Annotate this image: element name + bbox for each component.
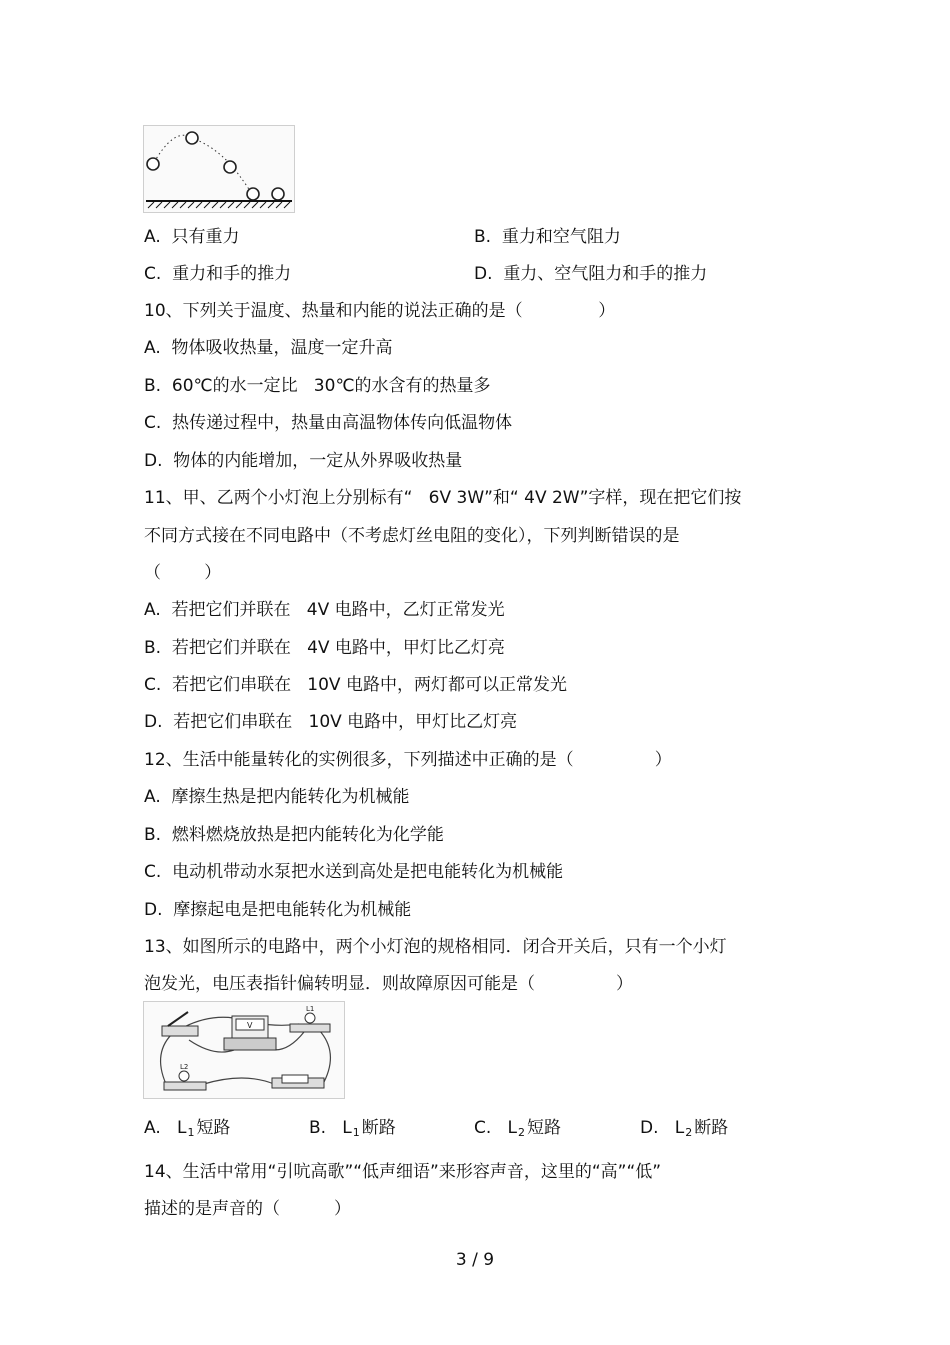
- q13-stem-line1: 13、如图所示的电路中，两个小灯泡的规格相同．闭合开关后，只有一个小灯: [144, 937, 727, 957]
- q12-stem: 12、生活中能量转化的实例很多，下列描述中正确的是（ ）: [144, 750, 672, 770]
- q11-stem-line3: （ ）: [144, 563, 222, 583]
- q12-option-c: C. 电动机带动水泵把水送到高处是把电能转化为机械能: [144, 862, 564, 882]
- q12-option-b: B. 燃料燃烧放热是把内能转化为化学能: [144, 825, 444, 845]
- meter-label: V: [247, 1021, 253, 1030]
- q10-option-b: B. 60℃的水一定比 30℃的水含有的热量多: [144, 376, 491, 396]
- q11-stem-line2: 不同方式接在不同电路中（不考虑灯丝电阻的变化），下列判断错误的是: [144, 526, 680, 546]
- l1-label: L1: [306, 1005, 315, 1013]
- q9-option-a: A. 只有重力: [144, 227, 240, 247]
- q9-option-d: D. 重力、空气阻力和手的推力: [474, 264, 708, 284]
- q10-option-c: C. 热传递过程中，热量由高温物体传向低温物体: [144, 413, 513, 433]
- q14-stem-line2: 描述的是声音的（ ）: [144, 1199, 352, 1219]
- circuit-diagram: [144, 1002, 344, 1098]
- q11-option-a: A. 若把它们并联在 4V 电路中，乙灯正常发光: [144, 600, 505, 620]
- q13-option-d: D. $L_2$ 断路: [640, 1118, 729, 1139]
- q11-option-b: B. 若把它们并联在 4V 电路中，甲灯比乙灯亮: [144, 638, 505, 658]
- q13-option-b: B. $L_1$ 断路: [309, 1118, 396, 1139]
- q10-option-a: A. 物体吸收热量，温度一定升高: [144, 338, 393, 358]
- q14-stem-line1: 14、生活中常用“引吭高歌”“低声细语”来形容声音，这里的“高”“低”: [144, 1162, 662, 1182]
- q11-option-c: C. 若把它们串联在 10V 电路中，两灯都可以正常发光: [144, 675, 567, 695]
- l2-label: L2: [180, 1063, 189, 1071]
- q10-stem: 10、下列关于温度、热量和内能的说法正确的是（ ）: [144, 301, 616, 321]
- q10-option-d: D. 物体的内能增加，一定从外界吸收热量: [144, 451, 463, 471]
- circuit-figure: [143, 1001, 345, 1099]
- bouncing-ball-diagram: [144, 126, 294, 212]
- q13-option-a: A. $L_1$ 短路: [144, 1118, 231, 1139]
- bouncing-ball-figure: [143, 125, 295, 213]
- q12-option-d: D. 摩擦起电是把电能转化为机械能: [144, 900, 412, 920]
- q12-option-a: A. 摩擦生热是把内能转化为机械能: [144, 787, 410, 807]
- q9-option-c: C. 重力和手的推力: [144, 264, 292, 284]
- q11-stem-line1: 11、甲、乙两个小灯泡上分别标有“ 6V 3W”和“ 4V 2W”字样，现在把它们按: [144, 488, 742, 508]
- q11-option-d: D. 若把它们串联在 10V 电路中，甲灯比乙灯亮: [144, 712, 518, 732]
- q13-stem-line2: 泡发光，电压表指针偏转明显．则故障原因可能是（ ）: [144, 974, 634, 994]
- page-number: 3 / 9: [455, 1250, 495, 1270]
- q9-option-b: B. 重力和空气阻力: [474, 227, 621, 247]
- q13-option-c: C. $L_2$ 短路: [474, 1118, 561, 1139]
